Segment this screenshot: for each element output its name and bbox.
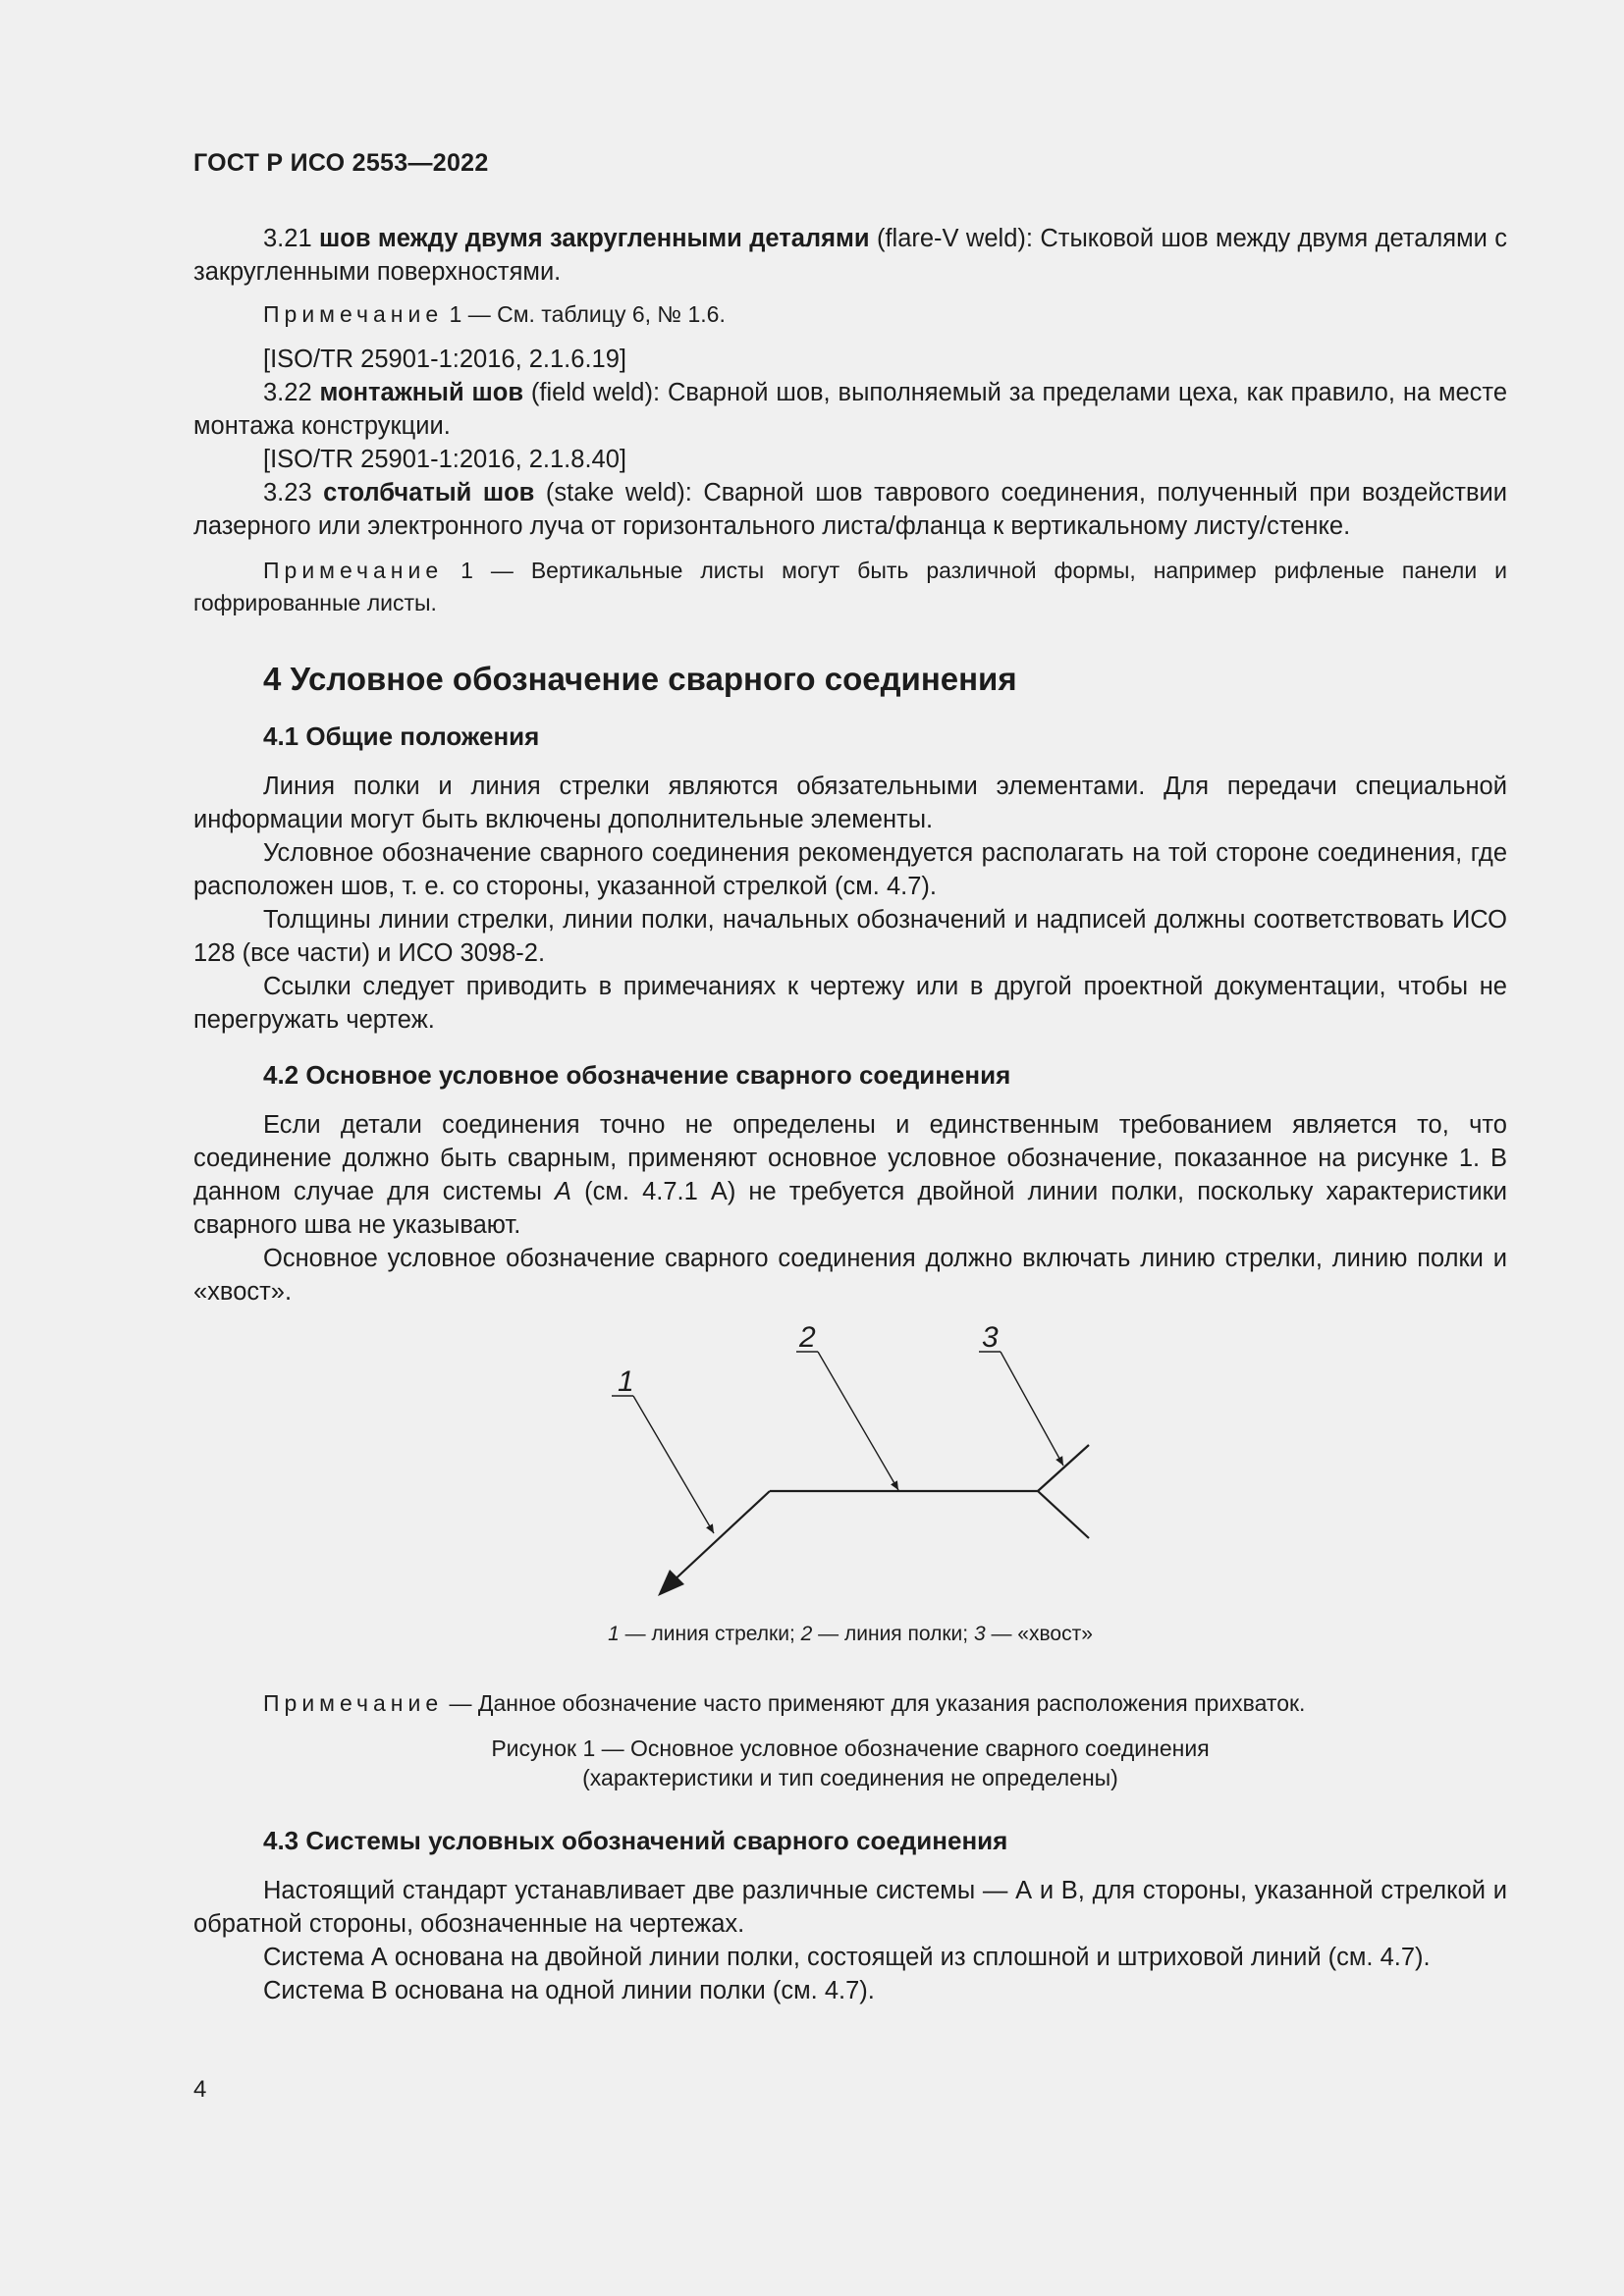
section-4-3-heading: 4.3 Системы условных обозначений сварного соединения: [263, 1826, 1008, 1855]
paragraph: Настоящий стандарт устанавливает две различные системы — А и В, для стороны, указанной стрелкой и обратной стороны, обозначенные на чертежах.: [193, 1877, 1507, 1938]
section-4-heading: 4 Условное обозначение сварного соединения: [263, 661, 1017, 697]
weld-symbol-diagram: [193, 1318, 1507, 1603]
leader-3: [1001, 1352, 1063, 1466]
term-name: шов между двумя закругленными деталями: [319, 225, 870, 252]
section-4-2-heading: 4.2 Основное условное обозначение сварного соединения: [263, 1060, 1011, 1090]
term-number: 3.23: [263, 479, 324, 507]
term-definition: (field weld): Сварной шов, выполняемый за пределами цеха, как правило, на месте монтажа конструкции.: [193, 379, 1507, 440]
reference-3-22: [ISO/TR 25901-1:2016, 2.1.8.40]: [263, 446, 626, 473]
arrow-line: [670, 1491, 770, 1584]
note-3-23: [193, 555, 1507, 619]
term-definition: (stake weld): Сварной шов таврового соединения, полученный при воздействии лазерного или электронного луча от горизонтального листа/фланца к вертикальному листу/стенке.: [193, 479, 1508, 540]
paragraph: Система А основана на двойной линии полки, состоящей из сплошной и штриховой линий (см. 4.7).: [263, 1944, 1431, 1971]
note-text: — Данное обозначение часто применяют для указания расположения прихваток.: [443, 1690, 1306, 1716]
tail-upper: [1038, 1445, 1089, 1491]
label-2: 2: [799, 1321, 816, 1354]
paragraph: Основное условное обозначение сварного соединения должно включать линию стрелки, линию полки и «хвост».: [193, 1245, 1507, 1306]
reference-3-21: [ISO/TR 25901-1:2016, 2.1.6.19]: [263, 346, 626, 373]
term-number: 3.22: [263, 379, 320, 406]
document-header: ГОСТ Р ИСО 2553—2022: [193, 149, 489, 177]
note-label: Примечание: [263, 558, 444, 583]
label-3: 3: [982, 1321, 999, 1354]
term-3-22: [193, 376, 1507, 443]
paragraph: Если детали соединения точно не определены и единственным требованием является то, что соединение должно быть сварным, применяют основное условное обозначение, показанное на рисунке 1. В данном случае для системы А (см. 4.7.1 А) не требуется двойной линии полки, поскольку характеристики сварного шва не указывают.: [193, 1111, 1507, 1239]
leader-1: [633, 1396, 714, 1533]
figure-caption-line-2: (характеристики и тип соединения не определены): [582, 1765, 1118, 1790]
term-definition: (flare-V weld): Стыковой шов между двумя деталями с закругленными поверхностями.: [193, 225, 1507, 286]
main-content: [193, 222, 1507, 2007]
paragraph: Линия полки и линия стрелки являются обязательными элементами. Для передачи специальной информации могут быть включены дополнительные элементы.: [193, 773, 1507, 833]
note-text: 1 — Вертикальные листы могут быть различной формы, например рифленые панели и гофрированные листы.: [193, 558, 1507, 615]
note-label: Примечание: [263, 1690, 444, 1716]
figure-caption-line-1: Рисунок 1 — Основное условное обозначение сварного соединения: [491, 1735, 1210, 1761]
term-name: монтажный шов: [319, 379, 524, 406]
page-number: 4: [193, 2076, 207, 2103]
note-3-21: [193, 298, 1507, 331]
term-name: столбчатый шов: [323, 479, 535, 507]
figure-1: [193, 1318, 1507, 1603]
tail-lower: [1038, 1491, 1089, 1538]
figure-legend: 1 — линия стрелки; 2 — линия полки; 3 — «хвост»: [608, 1623, 1093, 1645]
leader-2: [818, 1352, 898, 1490]
term-3-23: [193, 476, 1507, 543]
paragraph: Система В основана на одной линии полки (см. 4.7).: [263, 1977, 875, 2004]
system-a-italic: А: [555, 1178, 572, 1205]
paragraph: Ссылки следует приводить в примечаниях к чертежу или в другой проектной документации, чтобы не перегружать чертеж.: [193, 973, 1507, 1034]
paragraph: Условное обозначение сварного соединения рекомендуется располагать на той стороне соединения, где расположен шов, т. е. со стороны, указанной стрелкой (см. 4.7).: [193, 839, 1507, 900]
figure-note: [193, 1687, 1507, 1720]
paragraph: Толщины линии стрелки, линии полки, начальных обозначений и надписей должны соответствовать ИСО 128 (все части) и ИСО 3098-2.: [193, 906, 1507, 967]
term-number: 3.21: [263, 225, 320, 252]
label-1: 1: [618, 1365, 634, 1398]
section-4-1-heading: 4.1 Общие положения: [263, 721, 540, 751]
term-3-21: [193, 222, 1507, 289]
note-label: Примечание: [263, 301, 444, 327]
note-text: 1 — См. таблицу 6, № 1.6.: [443, 301, 726, 327]
